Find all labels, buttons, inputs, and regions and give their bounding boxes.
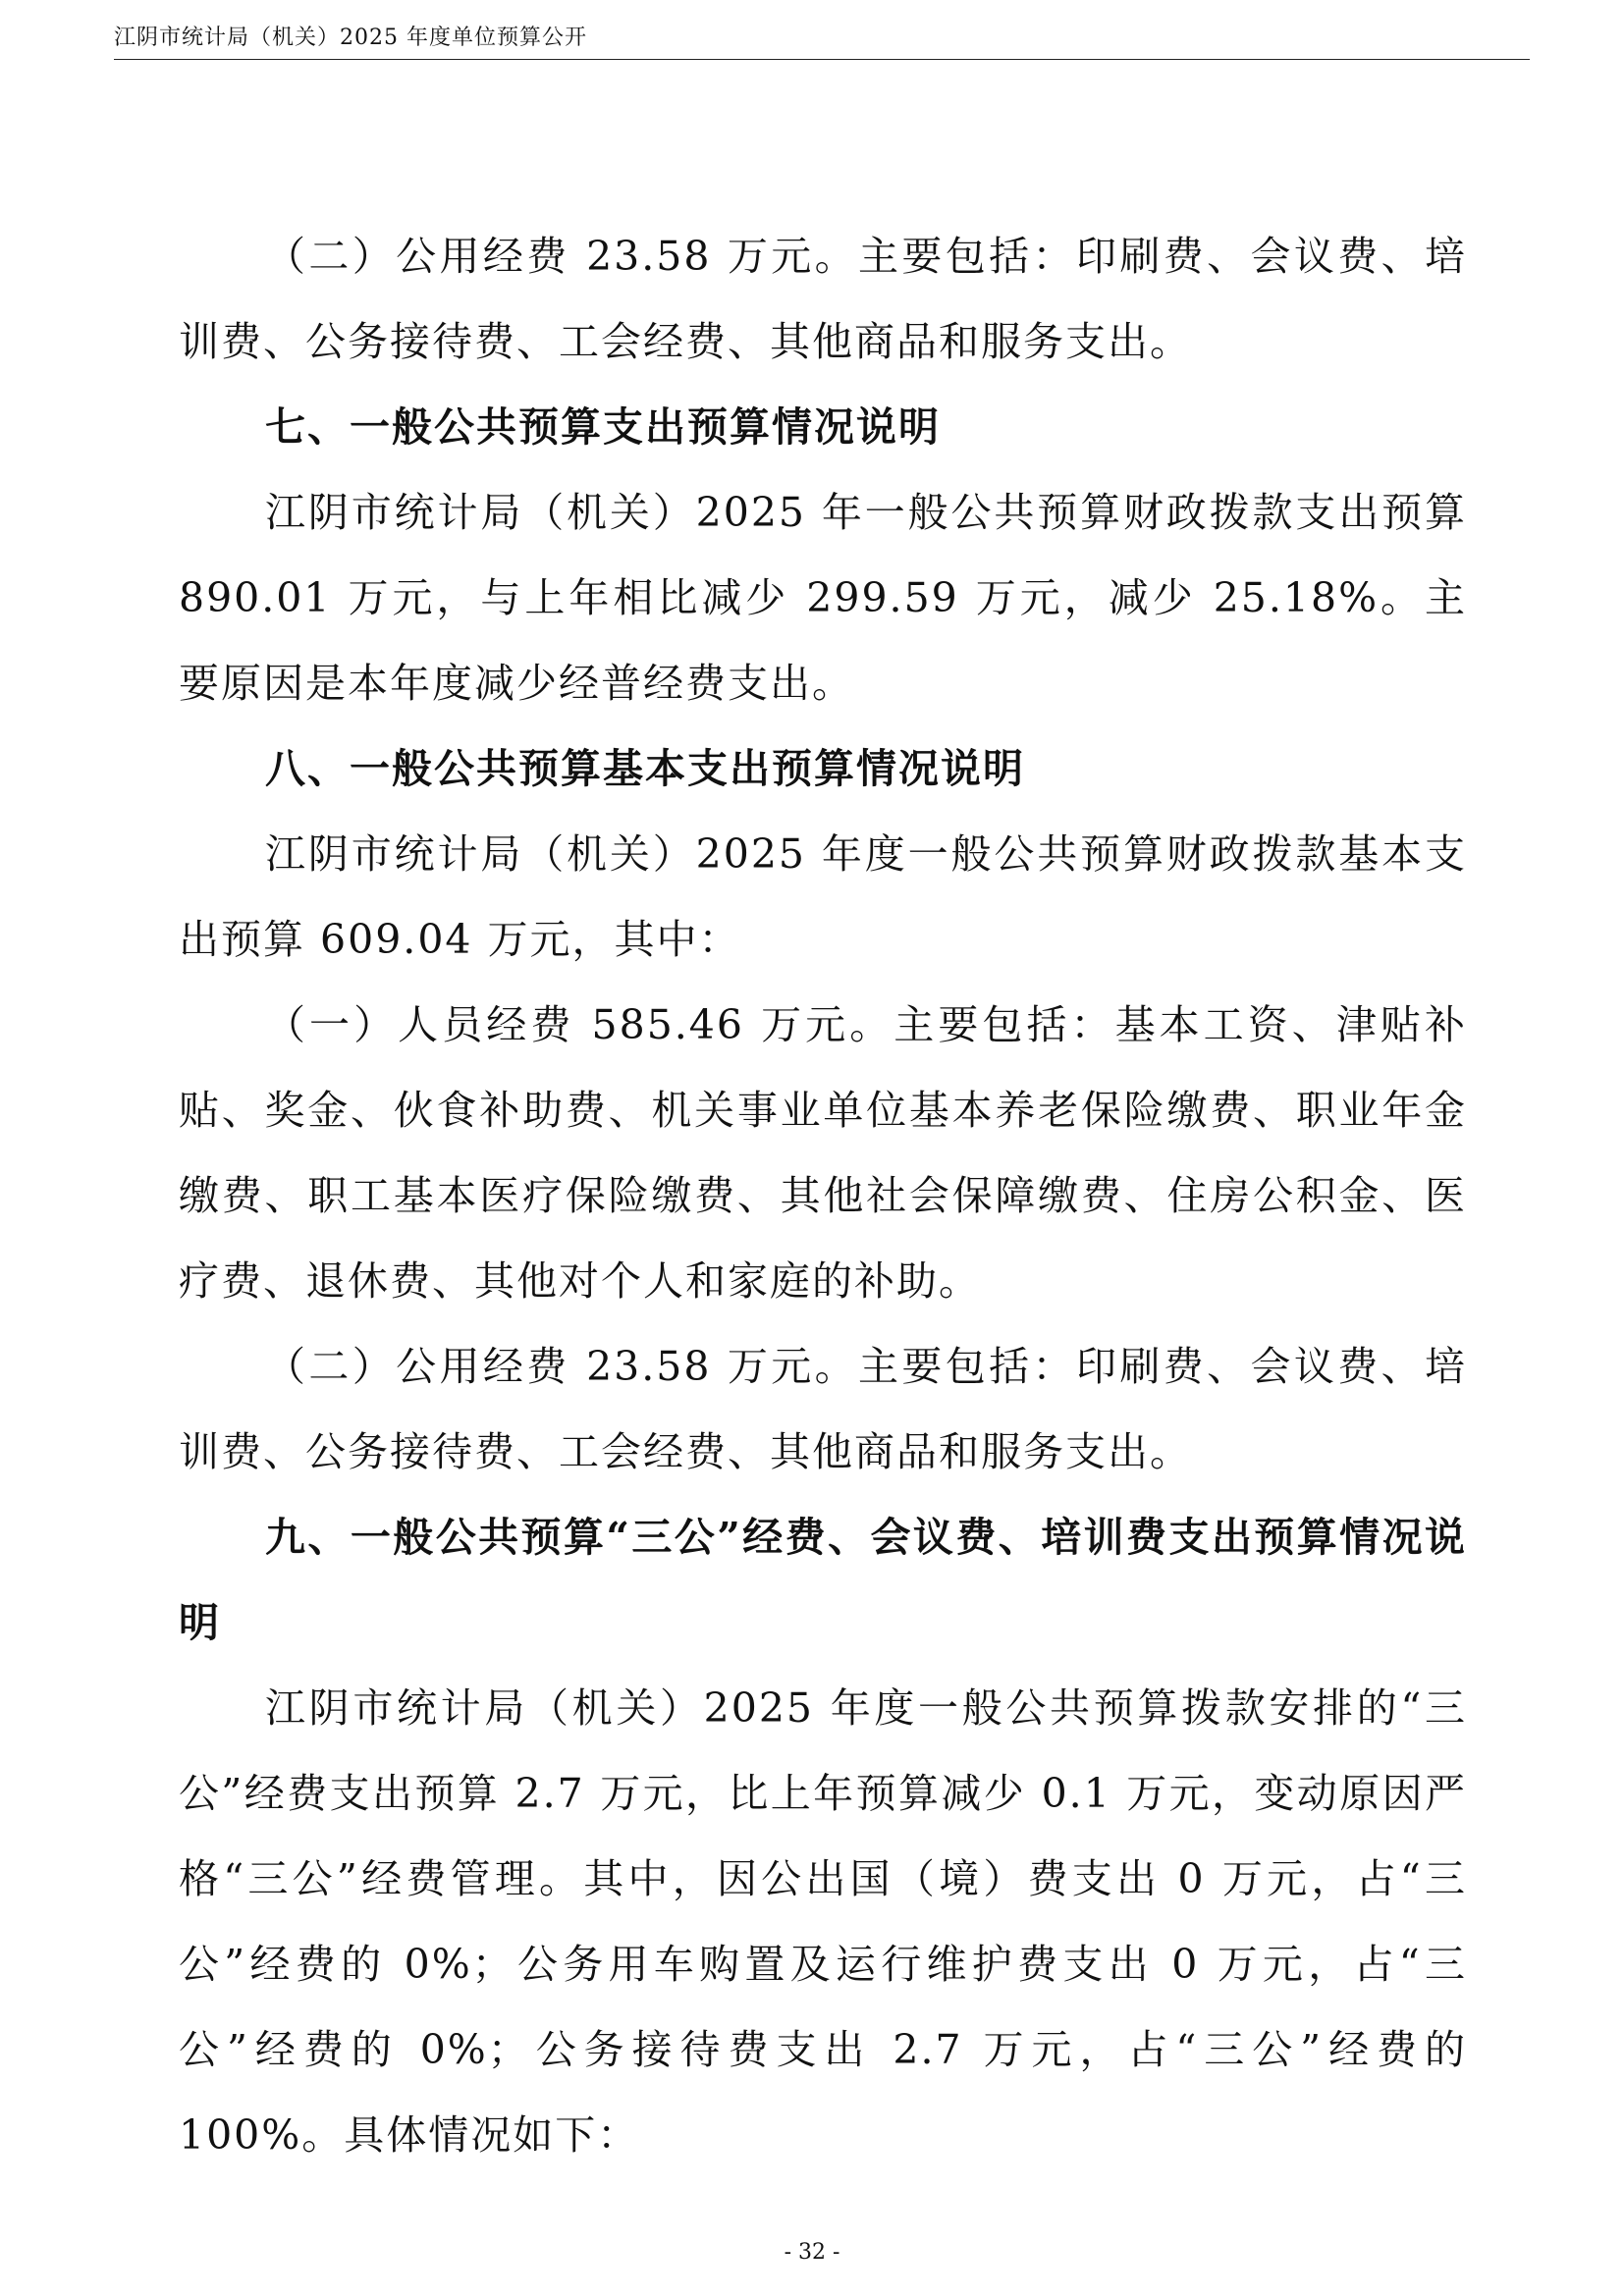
section-heading-9: 九、一般公共预算“三公”经费、会议费、培训费支出预算情况说明 [179, 1514, 1467, 1646]
paragraph-public-expense: （二）公用经费 23.58 万元。主要包括：印刷费、会议费、培训费、公务接待费、工会经费、其他商品和服务支出。 [179, 233, 1467, 365]
document-body [179, 214, 1467, 2178]
paragraph-general-budget: 江阴市统计局（机关）2025 年一般公共预算财政拨款支出预算 890.01 万元，与上年相比减少 299.59 万元，减少 25.18%。主要原因是本年度减少经普经费支出。 [179, 489, 1467, 707]
page-header: 江阴市统计局（机关）2025 年度单位预算公开 [114, 24, 1530, 60]
paragraph-personnel-expense: （一）人员经费 585.46 万元。主要包括：基本工资、津贴补贴、奖金、伙食补助费、机关事业单位基本养老保险缴费、职业年金缴费、职工基本医疗保险缴费、其他社会保障缴费、住房公积金、医疗费、退休费、其他对个人和家庭的补助。 [179, 1001, 1467, 1305]
section-heading-8: 八、一般公共预算基本支出预算情况说明 [265, 745, 1025, 792]
page-number: - 32 - [784, 2240, 840, 2265]
section-heading-7: 七、一般公共预算支出预算情况说明 [265, 403, 941, 451]
paragraph-basic-expense: 江阴市统计局（机关）2025 年度一般公共预算财政拨款基本支出预算 609.04 万元，其中： [179, 830, 1467, 963]
paragraph-public-expense-2: （二）公用经费 23.58 万元。主要包括：印刷费、会议费、培训费、公务接待费、工会经费、其他商品和服务支出。 [179, 1343, 1467, 1475]
paragraph-three-public-expense: 江阴市统计局（机关）2025 年度一般公共预算拨款安排的“三公”经费支出预算 2.7 万元，比上年预算减少 0.1 万元，变动原因严格“三公”经费管理。其中，因公出国（境）费支出 0 万元，占“三公”经费的 0%；公务用车购置及运行维护费支出 0 万元，占“三公”经费的 0%；公务接待费支出 2.7 万元，占“三公”经费的 100%。具体情况如下： [179, 1684, 1467, 2159]
